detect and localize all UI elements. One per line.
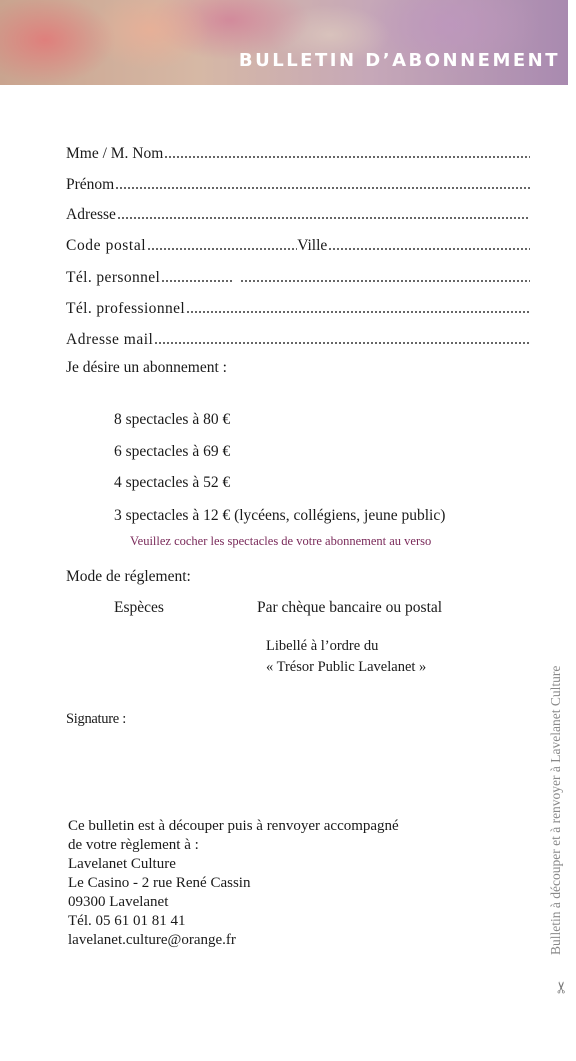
postal-city-field[interactable] [66,233,530,255]
scissors-icon: ✂ [552,980,571,994]
footer-line-2: de votre règlement à : [68,837,199,853]
footer-org-name: Lavelanet Culture [68,856,176,872]
phone-pro-label: Tél. professionnel [66,300,186,317]
header-banner [0,0,568,85]
firstname-label: Prénom [66,176,115,193]
footer-phone: Tél. 05 61 01 81 41 [68,913,186,929]
phone-pro-field[interactable] [66,296,530,318]
subscription-option-6[interactable]: 6 spectacles à 69 € [114,443,231,460]
payment-cheque-option[interactable]: Par chèque bancaire ou postal [257,599,443,616]
phone-personal-dotted-line-b[interactable] [240,279,530,283]
payment-cash-option[interactable]: Espèces [114,599,164,616]
subscription-option-4[interactable]: 4 spectacles à 52 € [114,474,231,491]
address-dotted-line[interactable] [117,216,530,220]
name-field[interactable] [66,141,530,163]
name-dotted-line[interactable] [164,155,530,159]
footer-city: 09300 Lavelanet [68,894,169,910]
payee-line-1: Libellé à l’ordre du [266,638,379,654]
side-cut-instruction: Bulletin à découper et à renvoyer à Lavelanet Culture [548,665,563,955]
address-label: Adresse [66,206,116,223]
phone-pro-dotted-line[interactable] [186,310,530,314]
footer-street: Le Casino - 2 rue René Cassin [68,875,251,891]
name-label: Mme / M. Nom [66,145,164,162]
subscription-option-8[interactable]: 8 spectacles à 80 € [114,411,231,428]
signature-label: Signature : [66,711,126,727]
subscription-intro: Je désire un abonnement : [66,359,227,376]
phone-personal-dotted-line-a[interactable] [161,279,233,283]
phone-personal-label: Tél. personnel [66,269,161,286]
footer-email: lavelanet.culture@orange.fr [68,932,236,948]
subscription-option-3[interactable]: 3 spectacles à 12 € (lycéens, collégiens, jeune public) [114,507,446,524]
city-dotted-line[interactable] [328,247,530,251]
payment-label: Mode de réglement: [66,568,191,585]
firstname-dotted-line[interactable] [115,186,530,190]
payee-line-2: « Trésor Public Lavelanet » [266,659,427,675]
postal-label: Code postal [66,237,147,254]
address-field[interactable] [66,202,530,224]
email-dotted-line[interactable] [154,341,530,345]
page-title: BULLETIN D’ABONNEMENT [238,50,560,71]
subscription-note: Veuillez cocher les spectacles de votre abonnement au verso [130,534,432,548]
email-label: Adresse mail [66,331,154,348]
footer-line-1: Ce bulletin est à découper puis à renvoyer accompagné [68,818,399,834]
postal-dotted-line[interactable] [147,247,297,251]
email-field[interactable] [66,327,530,349]
firstname-field[interactable] [66,172,530,194]
phone-personal-field[interactable] [66,265,530,287]
city-label: Ville [297,237,328,254]
